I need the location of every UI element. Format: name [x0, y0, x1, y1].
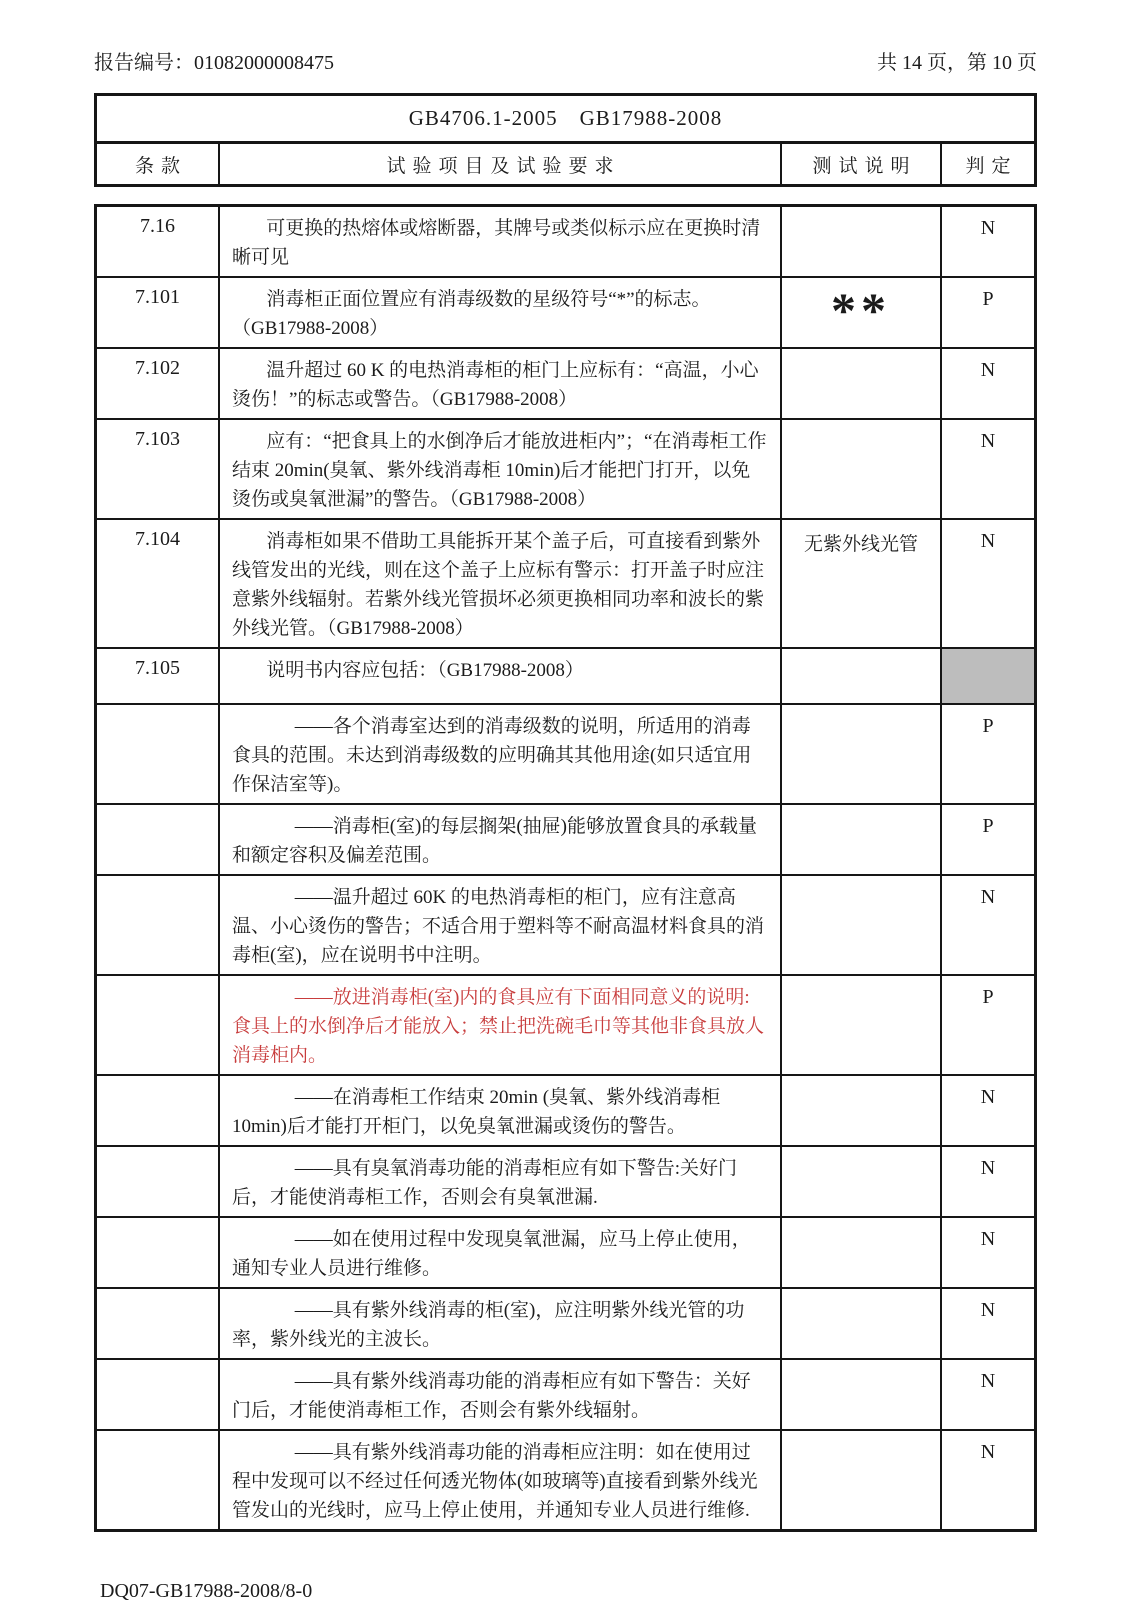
note-cell [782, 349, 942, 418]
requirement-cell: ——各个消毒室达到的消毒级数的说明，所适用的消毒食具的范围。未达到消毒级数的应明确其其他用途(如只适宜用作保洁室等)。 [220, 705, 782, 803]
verdict-cell: N [980, 430, 996, 452]
note-cell [782, 705, 942, 803]
note-cell: 无紫外线光管 [782, 520, 942, 647]
table-row [97, 207, 1034, 276]
clause-cell [97, 805, 220, 874]
report-number-value: 01082000008475 [194, 52, 334, 74]
column-header-clause: 条款 [97, 144, 220, 184]
requirement-cell: ——消毒柜(室)的每层搁架(抽屉)能够放置食具的承载量和额定容积及偏差范围。 [220, 805, 782, 874]
note-cell [782, 876, 942, 974]
report-number-label: 报告编号： [94, 52, 194, 74]
column-header-note: 测试说明 [782, 144, 942, 184]
requirement-cell: ——具有臭氧消毒功能的消毒柜应有如下警告:关好门后，才能使消毒柜工作，否则会有臭氧泄漏. [220, 1147, 782, 1216]
requirement-cell: ——具有紫外线消毒功能的消毒柜应有如下警告：关好门后，才能使消毒柜工作，否则会有紫外线辐射。 [220, 1360, 782, 1429]
note-cell [782, 420, 942, 518]
verdict-cell: N [980, 1441, 996, 1463]
requirement-cell-red: ——放进消毒柜(室)内的食具应有下面相同意义的说明:食具上的水倒净后才能放入；禁止把洗碗毛巾等其他非食具放人消毒柜内。 [220, 976, 782, 1074]
table-row [97, 703, 1034, 803]
test-items-table [94, 204, 1037, 1532]
clause-cell: 7.103 [97, 420, 220, 518]
requirement-cell: 温升超过 60 K 的电热消毒柜的柜门上应标有：“高温，小心烫伤！”的标志或警告。（GB17988-2008） [220, 349, 782, 418]
table-row [97, 1287, 1034, 1358]
note-cell [782, 976, 942, 1074]
verdict-cell: P [982, 815, 994, 837]
standards-title: GB4706.1-2005 GB17988-2008 [97, 96, 1034, 144]
note-cell [782, 1360, 942, 1429]
table-row [97, 1358, 1034, 1429]
page-count: 共 14 页，第 10 页 [877, 52, 1037, 74]
clause-cell [97, 876, 220, 974]
clause-cell [97, 1289, 220, 1358]
clause-cell [97, 1076, 220, 1145]
clause-cell [97, 1147, 220, 1216]
verdict-cell: N [980, 1299, 996, 1321]
requirement-cell: ——在消毒柜工作结束 20min (臭氧、紫外线消毒柜 10min)后才能打开柜门，以免臭氧泄漏或烫伤的警告。 [220, 1076, 782, 1145]
table-row [97, 803, 1034, 874]
table-row [97, 647, 1034, 703]
table-row [97, 347, 1034, 418]
note-cell [782, 1431, 942, 1529]
requirement-cell: 应有：“把食具上的水倒净后才能放进柜内”；“在消毒柜工作结束 20min(臭氧、紫外线消毒柜 10min)后才能把门打开，以免烫伤或臭氧泄漏”的警告。（GB17988-2008） [220, 420, 782, 518]
column-header-row [97, 144, 1034, 184]
column-header-requirement: 试验项目及试验要求 [220, 144, 782, 184]
table-row [97, 1145, 1034, 1216]
table-row [97, 418, 1034, 518]
requirement-cell: 说明书内容应包括：（GB17988-2008） [220, 649, 782, 703]
clause-cell [97, 1360, 220, 1429]
verdict-cell: N [980, 1157, 996, 1179]
requirement-cell: ——具有紫外线消毒的柜(室)，应注明紫外线光管的功率，紫外线光的主波长。 [220, 1289, 782, 1358]
report-number [94, 46, 334, 75]
note-cell [782, 1218, 942, 1287]
note-cell [782, 1076, 942, 1145]
requirement-cell: 可更换的热熔体或熔断器，其牌号或类似标示应在更换时清晰可见 [220, 207, 782, 276]
table-row [97, 518, 1034, 647]
note-cell [782, 1289, 942, 1358]
clause-cell: 7.16 [97, 207, 220, 276]
clause-cell [97, 1431, 220, 1529]
table-row [97, 874, 1034, 974]
verdict-cell: N [980, 1228, 996, 1250]
clause-cell: 7.102 [97, 349, 220, 418]
verdict-cell-shaded [942, 649, 1034, 703]
requirement-cell: ——具有紫外线消毒功能的消毒柜应注明：如在使用过程中发现可以不经过任何透光物体(如玻璃等)直接看到紫外线光管发山的光线时，应马上停止使用，并通知专业人员进行维修. [220, 1431, 782, 1529]
standards-header-table [94, 93, 1037, 187]
requirement-cell: 消毒柜正面位置应有消毒级数的星级符号“*”的标志。（GB17988-2008） [220, 278, 782, 347]
table-row [97, 1074, 1034, 1145]
clause-cell: 7.101 [97, 278, 220, 347]
clause-cell: 7.104 [97, 520, 220, 647]
requirement-cell: 消毒柜如果不借助工具能拆开某个盖子后，可直接看到紫外线管发出的光线，则在这个盖子上应标有警示：打开盖子时应注意紫外线辐射。若紫外线光管损坏必须更换相同功率和波长的紫外线光管。（GB17988-2008） [220, 520, 782, 647]
verdict-cell: P [982, 715, 994, 737]
verdict-cell: P [982, 986, 994, 1008]
note-cell [782, 805, 942, 874]
document-code: DQ07-GB17988-2008/8-0 [100, 1580, 313, 1600]
verdict-cell: N [980, 359, 996, 381]
clause-cell: 7.105 [97, 649, 220, 703]
requirement-cell: ——如在使用过程中发现臭氧泄漏，应马上停止使用，通知专业人员进行维修。 [220, 1218, 782, 1287]
clause-cell [97, 705, 220, 803]
verdict-cell: N [980, 1370, 996, 1392]
note-cell [782, 207, 942, 276]
verdict-cell: N [980, 530, 996, 552]
column-header-verdict: 判定 [965, 155, 1018, 177]
verdict-cell: N [980, 217, 996, 239]
table-row [97, 1429, 1034, 1529]
requirement-cell: ——温升超过 60K 的电热消毒柜的柜门，应有注意高温、小心烫伤的警告；不适合用于塑料等不耐高温材料食具的消毒柜(室)，应在说明书中注明。 [220, 876, 782, 974]
verdict-cell: P [982, 288, 994, 310]
table-row [97, 974, 1034, 1074]
table-row [97, 276, 1034, 347]
star-rating-cell: ** [782, 278, 942, 347]
verdict-cell: N [980, 1086, 996, 1108]
table-row [97, 1216, 1034, 1287]
page-header [94, 46, 1037, 75]
note-cell [782, 1147, 942, 1216]
verdict-cell: N [980, 886, 996, 908]
clause-cell [97, 1218, 220, 1287]
clause-cell [97, 976, 220, 1074]
note-cell [782, 649, 942, 703]
